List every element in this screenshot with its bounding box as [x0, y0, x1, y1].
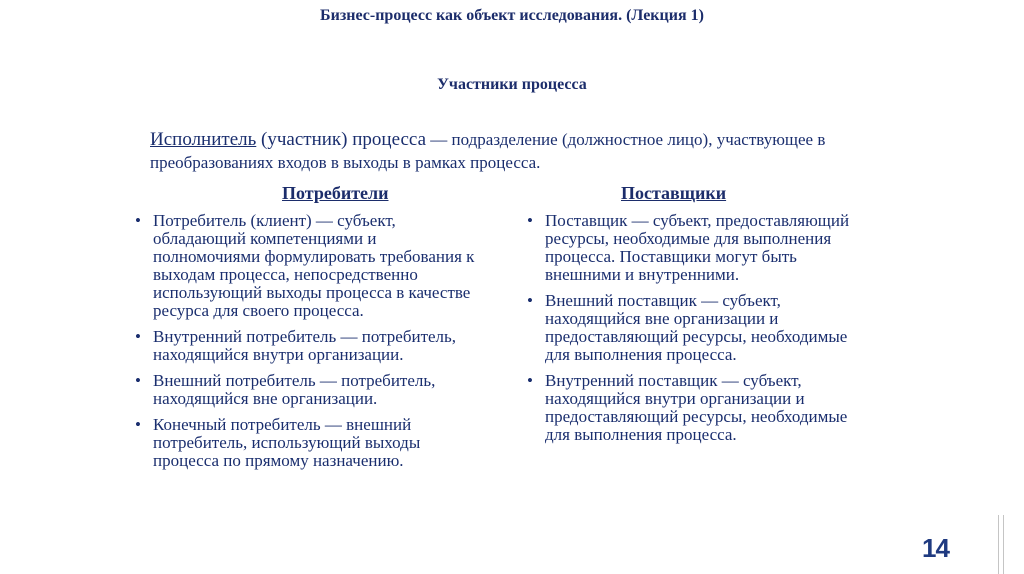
definition-term: Исполнитель	[150, 129, 257, 150]
list-item	[523, 292, 868, 364]
suppliers-heading: Поставщики	[621, 183, 727, 203]
page-number: 14	[922, 533, 949, 563]
list-item	[131, 212, 476, 320]
decorative-divider	[1003, 515, 1004, 574]
list-item	[131, 328, 476, 364]
list-item-text: Поставщик — субъект, предоставляющий ресурсы, необходимые для выполнения процесса. Поставщики могут быть внешними и внутренними.	[545, 211, 850, 284]
list-item-text: Внешний потребитель — потребитель, находящийся вне организации.	[153, 371, 436, 408]
list-item	[131, 416, 476, 470]
list-item-text: Внешний поставщик — субъект, находящийся вне организации и предоставляющий ресурсы, необходимые для выполнения процесса.	[545, 291, 848, 364]
list-item-text: Конечный потребитель — внешний потребитель, использующий выходы процесса по прямому назначению.	[153, 415, 421, 470]
decorative-divider	[998, 515, 999, 574]
list-item	[131, 372, 476, 408]
bullet-icon: •	[527, 211, 533, 230]
bullet-icon: •	[135, 211, 141, 230]
list-item	[523, 212, 868, 284]
list-item-text: Внутренний поставщик — субъект, находящийся внутри организации и предоставляющий ресурсы, необходимые для выполнения процесса.	[545, 371, 848, 444]
list-item-text: Внутренний потребитель — потребитель, находящийся внутри организации.	[153, 327, 457, 364]
bullet-icon: •	[135, 415, 141, 434]
bullet-icon: •	[527, 371, 533, 390]
list-item	[523, 372, 868, 444]
consumers-heading: Потребители	[282, 183, 389, 203]
bullet-icon: •	[527, 291, 533, 310]
bullet-icon: •	[135, 327, 141, 346]
suppliers-list	[523, 212, 868, 452]
slide-header: Бизнес-процесс как объект исследования. (Лекция 1)	[320, 7, 704, 24]
bullet-icon: •	[135, 371, 141, 390]
definition-term-rest: (участник) процесса	[256, 129, 427, 150]
consumers-list	[131, 212, 476, 478]
list-item-text: Потребитель (клиент) — субъект, обладающий компетенциями и полномочиями формулировать требования к выходам процесса, непосредственно использующий выходы процесса в качестве ресурса для своего процесса.	[153, 211, 475, 320]
slide-title: Участники процесса	[437, 76, 587, 93]
definition-body: — подразделение (должностное лицо), участвующее в преобразованиях входов в выходы в рамках процесса.	[150, 130, 826, 172]
definition-paragraph	[150, 128, 870, 174]
